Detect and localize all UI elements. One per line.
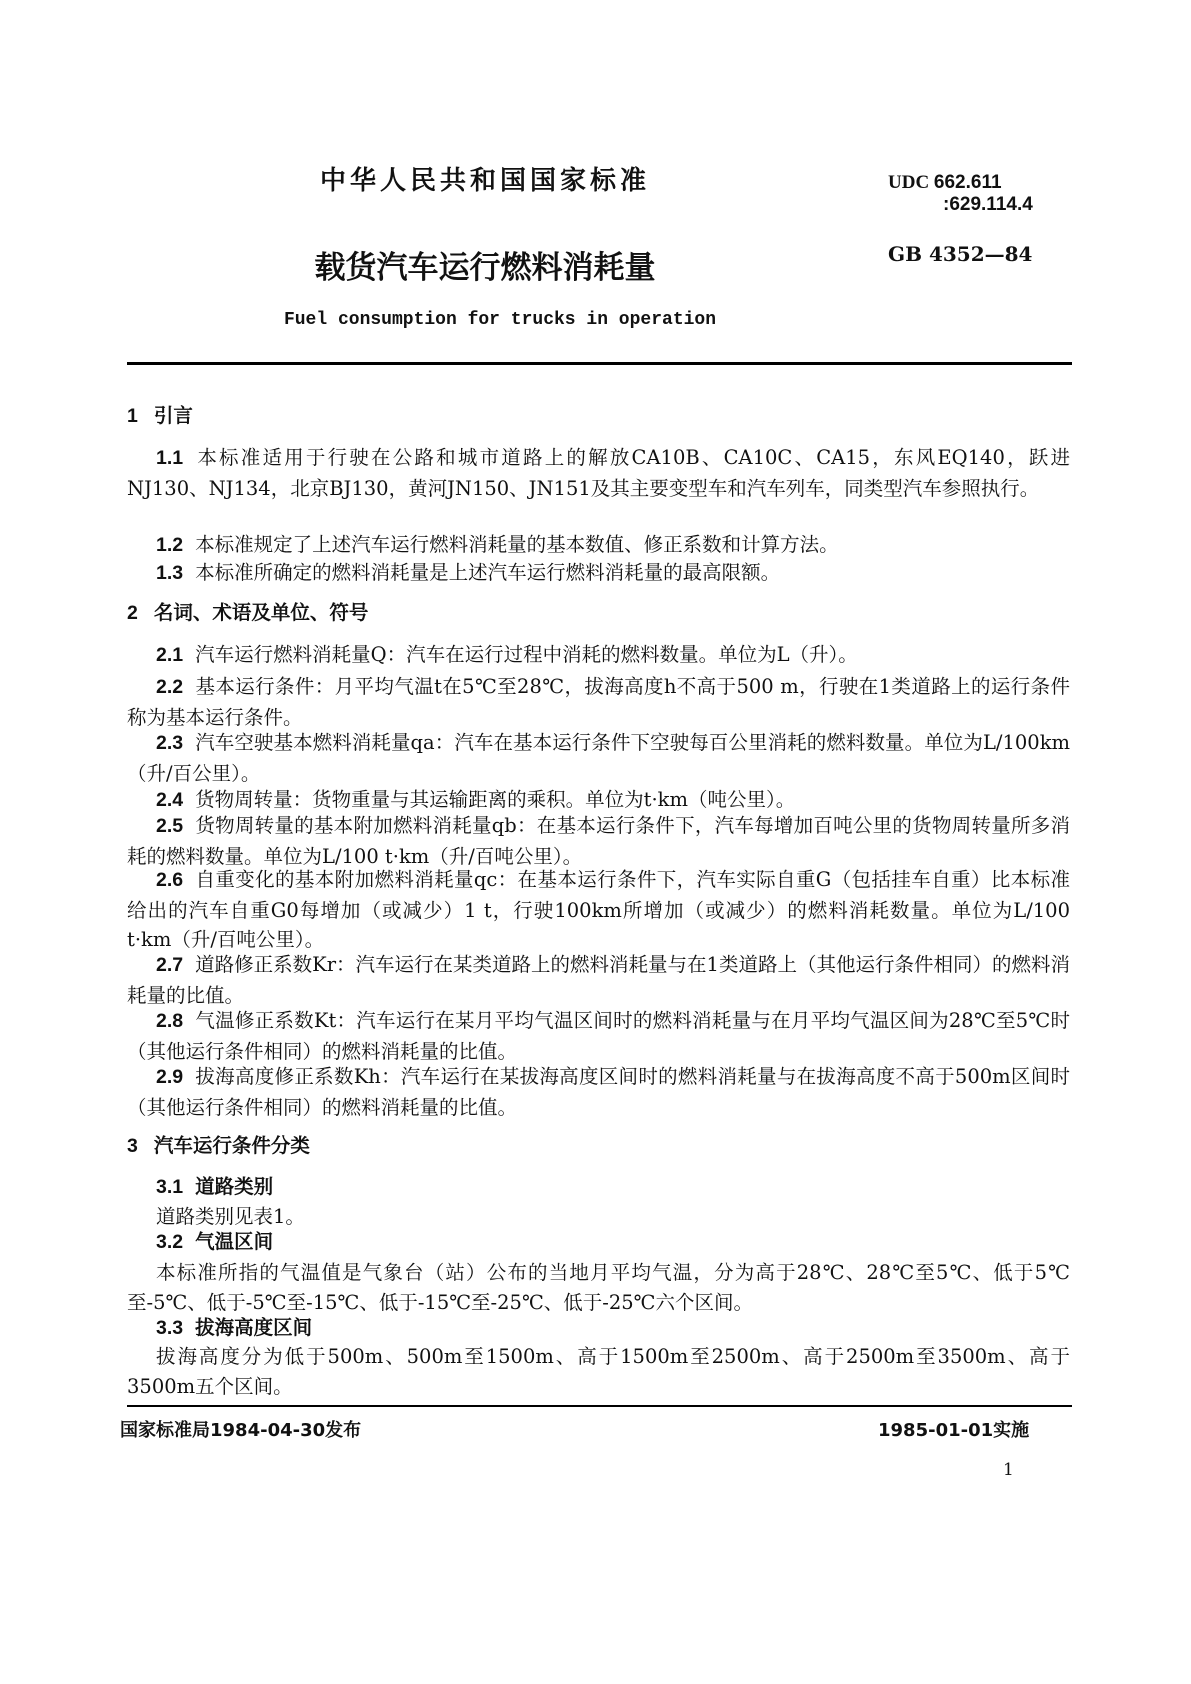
section-heading: 3 汽车运行条件分类 <box>127 1134 310 1157</box>
english-title: Fuel consumption for trucks in operation <box>283 310 717 330</box>
effective-date: 1985-01-01实施 <box>878 1420 1030 1441</box>
subsection-3-1-heading: 3.1 道路类别 <box>156 1175 274 1198</box>
paragraph-2-7: 2.7 道路修正系数Kr：汽车运行在某类道路上的燃料消耗量与在1类道路上（其他运行条件相同）的燃料消耗量的比值。 <box>127 953 1070 1007</box>
subsection-3-2-heading: 3.2 气温区间 <box>156 1230 274 1253</box>
udc-line2: :629.114.4 <box>943 194 1033 215</box>
paragraph-1-1: 1.1 本标准适用于行驶在公路和城市道路上的解放CA10B、CA10C、CA15，东风EQ140，跃进NJ130、NJ134，北京BJ130，黄河JN150、JN151及其主要变型车和汽车列车，同类型汽车参照执行。 <box>127 446 1070 500</box>
paragraph-2-5: 2.5 货物周转量的基本附加燃料消耗量qb：在基本运行条件下，汽车每增加百吨公里的货物周转量所多消耗的燃料数量。单位为L/100 t·km（升/百吨公里）。 <box>127 814 1070 868</box>
udc-label: UDC <box>888 172 930 193</box>
paragraph-2-1: 2.1 汽车运行燃料消耗量Q：汽车在运行过程中消耗的燃料数量。单位为L（升）。 <box>156 643 858 666</box>
section-heading: 2 名词、术语及单位、符号 <box>127 601 369 624</box>
paragraph-3-2: 本标准所指的气温值是气象台（站）公布的当地月平均气温，分为高于28℃、28℃至5℃、低于5℃至-5℃、低于-5℃至-15℃、低于-15℃至-25℃、低于-25℃六个区间。 <box>127 1261 1070 1314</box>
footer-divider <box>127 1405 1072 1407</box>
page-number: 1 <box>1003 1460 1014 1480</box>
document-title: 载货汽车运行燃料消耗量 <box>314 250 656 286</box>
issue-date: 国家标准局1984-04-30发布 <box>120 1420 362 1441</box>
paragraph-2-2: 2.2 基本运行条件：月平均气温t在5℃至28℃，拔海高度h不高于500 m，行驶在1类道路上的运行条件称为基本运行条件。 <box>127 675 1070 729</box>
standard-number: GB 4352—84 <box>888 242 1033 266</box>
udc-line1: 662.611 <box>933 172 1002 193</box>
header-divider <box>127 362 1072 365</box>
paragraph-3-3: 拔海高度分为低于500m、500m至1500m、高于1500m至2500m、高于2500m至3500m、高于3500m五个区间。 <box>127 1345 1070 1398</box>
paragraph-2-9: 2.9 拔海高度修正系数Kh：汽车运行在某拔海高度区间时的燃料消耗量与在拔海高度不高于500m区间时（其他运行条件相同）的燃料消耗量的比值。 <box>127 1065 1070 1119</box>
udc-code <box>888 172 1033 216</box>
paragraph-2-4: 2.4 货物周转量：货物重量与其运输距离的乘积。单位为t·km（吨公里）。 <box>156 788 796 811</box>
paragraph-2-6: 2.6 自重变化的基本附加燃料消耗量qc：在基本运行条件下，汽车实际自重G（包括挂车自重）比本标准给出的汽车自重G0每增加（或减少）1 t，行驶100km所增加（或减少）的燃料消耗数量。单位为L/100 t·km（升/百吨公里）。 <box>127 868 1070 951</box>
paragraph-1-3: 1.3 本标准所确定的燃料消耗量是上述汽车运行燃料消耗量的最高限额。 <box>156 561 781 584</box>
paragraph-3-1: 道路类别见表1。 <box>156 1205 305 1228</box>
paragraph-1-2: 1.2 本标准规定了上述汽车运行燃料消耗量的基本数值、修正系数和计算方法。 <box>156 533 839 556</box>
subsection-3-3-heading: 3.3 拔海高度区间 <box>156 1316 313 1339</box>
issuing-org: 中华人民共和国国家标准 <box>319 166 650 196</box>
paragraph-2-8: 2.8 气温修正系数Kt：汽车运行在某月平均气温区间时的燃料消耗量与在月平均气温区间为28℃至5℃时（其他运行条件相同）的燃料消耗量的比值。 <box>127 1009 1070 1063</box>
paragraph-2-3: 2.3 汽车空驶基本燃料消耗量qa：汽车在基本运行条件下空驶每百公里消耗的燃料数量。单位为L/100km（升/百公里）。 <box>127 731 1070 785</box>
section-heading: 1 引言 <box>127 404 193 427</box>
